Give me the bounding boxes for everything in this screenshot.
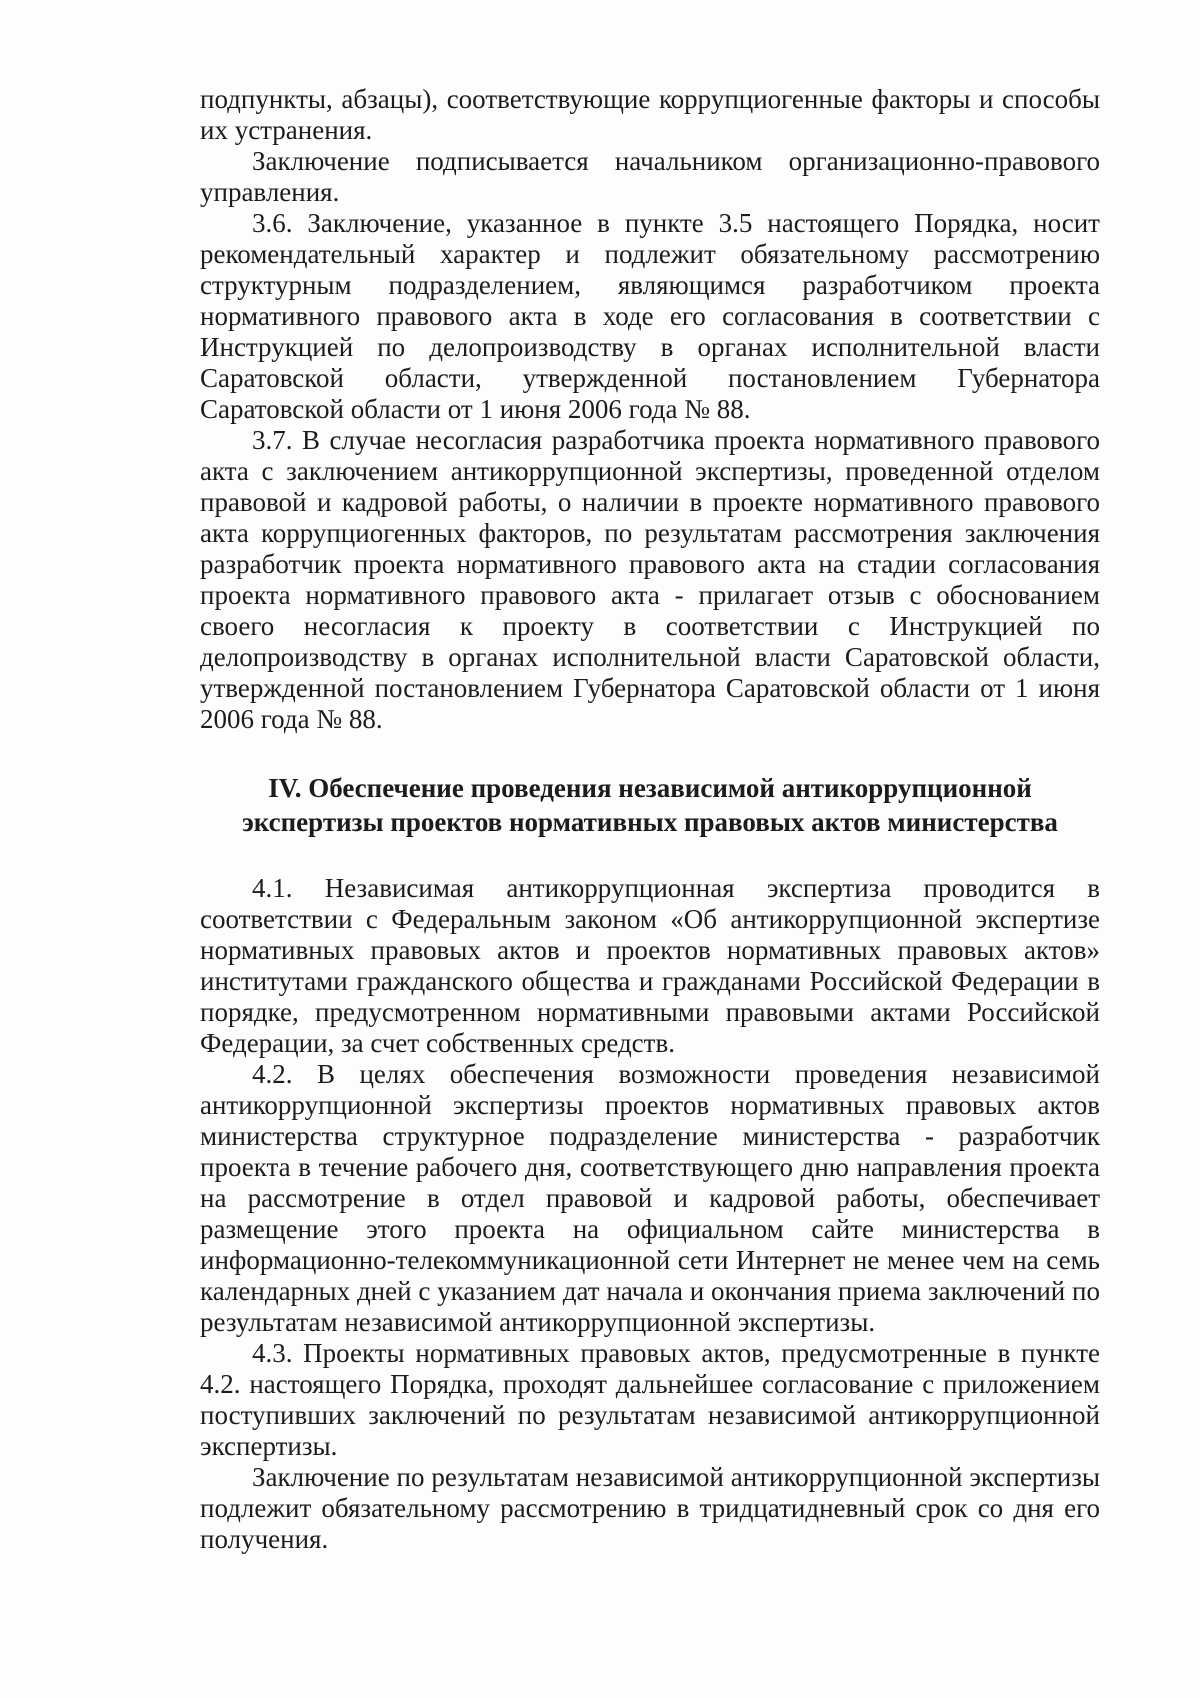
paragraph-4-3: 4.3. Проекты нормативных правовых актов, предусмотренные в пункте 4.2. настоящего Порядка, проходят дальнейшее согласование с приложением поступивших заключений по результатам независимой антикоррупционной экспертизы. xyxy=(200,1338,1100,1461)
paragraph-4-2: 4.2. В целях обеспечения возможности проведения независимой антикоррупционной экспертизы проектов нормативных правовых актов министерства структурное подразделение министерства - разработчик проекта в течение рабочего дня, соответствующего дню направления проекта на рассмотрение в отдел правовой и кадровой работы, обеспечивает размещение этого проекта на официальном сайте министерства в информационно-телекоммуникационной сети Интернет не менее чем на семь календарных дней с указанием дат начала и окончания приема заключений по результатам независимой антикоррупционной экспертизы. xyxy=(200,1059,1100,1337)
paragraph-continuation: подпункты, абзацы), соответствующие коррупциогенные факторы и способы их устранения. xyxy=(200,84,1100,145)
paragraph-3-7: 3.7. В случае несогласия разработчика проекта нормативного правового акта с заключением антикоррупционной экспертизы, проведенной отделом правовой и кадровой работы, о наличии в проекте нормативного правового акта коррупциогенных факторов, по результатам рассмотрения заключения разработчик проекта нормативного правового акта на стадии согласования проекта нормативного правового акта - прилагает отзыв с обоснованием своего несогласия к проекту в соответствии с Инструкцией по делопроизводству в органах исполнительной власти Саратовской области, утвержденной постановлением Губернатора Саратовской области от 1 июня 2006 года № 88. xyxy=(200,425,1100,734)
section-heading-iv xyxy=(200,771,1100,839)
section-heading-line-2: экспертизы проектов нормативных правовых актов министерства xyxy=(242,807,1058,837)
paragraph-conclusion-term: Заключение по результатам независимой антикоррупционной экспертизы подлежит обязательному рассмотрению в тридцатидневный срок со дня его получения. xyxy=(200,1462,1100,1554)
section-heading-line-1: IV. Обеспечение проведения независимой антикоррупционной xyxy=(268,773,1032,803)
paragraph-conclusion-signature: Заключение подписывается начальником организационно-правового управления. xyxy=(200,146,1100,207)
paragraph-4-1: 4.1. Независимая антикоррупционная экспертиза проводится в соответствии с Федеральным законом «Об антикоррупционной экспертизе нормативных правовых актов и проектов нормативных правовых актов» институтами гражданского общества и гражданами Российской Федерации в порядке, предусмотренном нормативными правовыми актами Российской Федерации, за счет собственных средств. xyxy=(200,873,1100,1058)
paragraph-3-6: 3.6. Заключение, указанное в пункте 3.5 настоящего Порядка, носит рекомендательный характер и подлежит обязательному рассмотрению структурным подразделением, являющимся разработчиком проекта нормативного правового акта в ходе его согласования в соответствии с Инструкцией по делопроизводству в органах исполнительной власти Саратовской области, утвержденной постановлением Губернатора Саратовской области от 1 июня 2006 года № 88. xyxy=(200,208,1100,424)
document-body xyxy=(200,84,1100,1555)
